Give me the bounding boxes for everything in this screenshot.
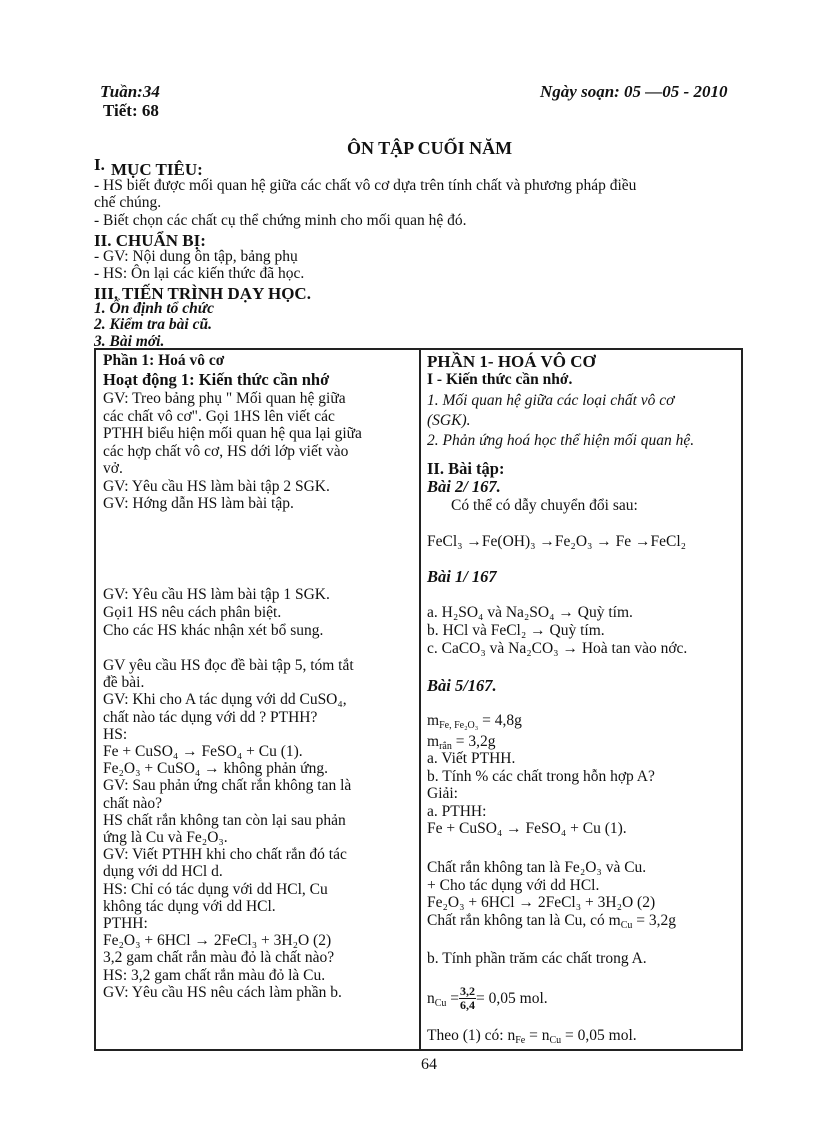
part-b-line: b. Tính phần trăm các chất trong A. (427, 950, 647, 967)
week-label: Tuần:34 (100, 82, 160, 101)
text-line: HS: 3,2 gam chất rắn màu đỏ là Cu. (103, 966, 326, 984)
mass-subscript: Fe, Fe₂O₃ (439, 720, 479, 731)
text-line: HS chất rắn không tan còn lại sau phản (103, 811, 346, 829)
equation-3: Fe₂O₃ + 6HCl → 2FeCl₃ + 3H₂O (2) (103, 932, 332, 950)
bai2-heading: Bài 2/ 167. (427, 477, 501, 496)
text-line: Gọi1 HS nêu cách phân biệt. (103, 604, 282, 621)
text-line: PTHH: (103, 915, 148, 933)
text-line: GV: Treo bảng phụ " Mối quan hệ giữa (103, 390, 346, 407)
bai2-text: Có thể có dẫy chuyển đổi sau: (451, 497, 638, 514)
equation-r1: Fe + CuSO₄ → FeSO₄ + Cu (1). (427, 820, 627, 837)
column-divider (419, 348, 421, 1051)
mass-subscript: rắn (439, 741, 452, 752)
subscript: Cu (434, 997, 447, 1009)
ncu-label (427, 990, 459, 1008)
bai1-line: c. CaCO₃ và Na₂CO₃ → Hoà tan vào nớc. (427, 640, 688, 657)
text-line: b. Tính % các chất trong hỗn hợp A? (427, 767, 655, 785)
text-line: a. PTHH: (427, 802, 487, 820)
text-span: Theo (1) có: n (427, 1027, 516, 1044)
section1-heading: MỤC TIÊU: (111, 160, 203, 179)
text-line: GV: Yêu cầu HS nêu cách làm phần b. (103, 983, 342, 1001)
ncu-formula (427, 985, 548, 1012)
section2-line: - GV: Nội dung ôn tập, bảng phụ (94, 248, 298, 265)
fraction (459, 985, 476, 1012)
fraction-denominator: 6,4 (460, 998, 476, 1012)
section1-line: chế chúng. (94, 194, 162, 211)
left-part-heading: Phần 1: Hoá vô cơ (103, 352, 225, 369)
text-line: GV: Khi cho A tác dụng với dd CuSO₄, (103, 691, 347, 709)
period-label: Tiết: 68 (103, 101, 159, 120)
left-column (103, 352, 415, 513)
theo-line (427, 1027, 637, 1045)
bai1-line: a. H₂SO₄ và Na₂SO₄ → Quỳ tím. (427, 604, 633, 621)
solid-lines (427, 859, 739, 929)
text-line: đề bài. (103, 674, 145, 692)
fraction-numerator: 3,2 (460, 984, 476, 998)
bai5-lines (427, 750, 739, 838)
left-block2 (103, 586, 415, 640)
text-line: Chất rắn không tan là Fe₂O₃ và Cu. (427, 859, 647, 876)
text-line: GV: Yêu cầu HS làm bài tập 1 SGK. (103, 586, 330, 603)
text-span: Chất rắn không tan là Cu, có m (427, 911, 621, 929)
ncu-value: = 0,05 mol. (476, 989, 548, 1007)
text-line: HS: (103, 725, 128, 743)
text-line: 3,2 gam chất rắn màu đỏ là chất nào? (103, 949, 335, 967)
section1-line: - HS biết được mối quan hệ giữa các chất vô cơ dựa trên tính chất và phương pháp điều (94, 177, 637, 194)
text-line: Cho các HS khác nhận xét bổ sung. (103, 622, 324, 639)
knowledge-line: 1. Mối quan hệ giữa các loại chất vô cơ (427, 392, 675, 409)
right-part-heading: PHẦN 1- HOÁ VÔ CƠ (427, 352, 596, 371)
knowledge-heading: I - Kiến thức cần nhớ. (427, 371, 573, 388)
equation-r2: Fe₂O₃ + 6HCl → 2FeCl₃ + 3H₂O (2) (427, 894, 656, 911)
subscript: Cu (549, 1035, 562, 1046)
text-span: = (446, 989, 460, 1007)
text-line: chất nào tác dụng với dd ? PTHH? (103, 708, 318, 726)
text-line: GV yêu cầu HS đọc đề bài tập 5, tóm tắt (103, 657, 354, 674)
section3-item: 2. Kiểm tra bài cũ. (94, 316, 212, 333)
text-line: các hợp chất vô cơ, HS dới lớp viết vào (103, 442, 349, 460)
left-block3 (103, 657, 415, 1001)
text-line (427, 912, 739, 930)
knowledge-line: (SGK). (427, 412, 471, 429)
section3-item: 3. Bài mới. (94, 333, 165, 350)
mass-value: = 3,2g (451, 733, 496, 750)
page-number: 64 (421, 1056, 437, 1073)
text-line: các chất vô cơ". Gọi 1HS lên viết các (103, 407, 335, 425)
mass-value: = 4,8g (478, 712, 522, 729)
date-label: Ngày soạn: 05 —05 - 2010 (540, 82, 728, 101)
section3-heading: III. TIẾN TRÌNH DẠY HỌC. (94, 284, 311, 303)
subscript: Cu (620, 919, 633, 931)
text-line: + Cho tác dụng với dd HCl. (427, 876, 600, 894)
text-span: = 0,05 mol. (561, 1027, 637, 1044)
mass-solid (427, 733, 495, 751)
section1-line: - Biết chọn các chất cụ thể chứng minh cho mối quan hệ đó. (94, 212, 467, 229)
mass-symbol: m (427, 733, 440, 750)
text-line: GV: Viết PTHH khi cho chất rắn đó tác (103, 846, 347, 864)
equation-1: Fe + CuSO₄ → FeSO₄ + Cu (1). (103, 743, 303, 761)
text-line: chất nào? (103, 794, 162, 812)
section1-number: I. (94, 155, 105, 174)
bai1-heading: Bài 1/ 167 (427, 567, 497, 586)
text-line: vở. (103, 460, 123, 477)
section2-line: - HS: Ôn lại các kiến thức đã học. (94, 265, 305, 282)
conversion-chain: FeCl₃ →Fe(OH)₃ →Fe₂O₃ → Fe →FeCl₂ (427, 533, 687, 550)
knowledge-line: 2. Phản ứng hoá học thể hiện mối quan hệ. (427, 432, 695, 449)
text-line: a. Viết PTHH. (427, 750, 516, 767)
section3-item: 1. Ổn định tổ chức (94, 300, 214, 317)
text-line: GV: Hớng dẫn HS làm bài tập. (103, 495, 294, 512)
left-activity-heading: Hoạt động 1: Kiến thức cần nhớ (103, 370, 330, 389)
left-block1 (103, 390, 415, 513)
bai1-line: b. HCl và FeCl₂ → Quỳ tím. (427, 622, 605, 639)
text-line: không tác dụng với dd HCl. (103, 897, 276, 915)
text-line: GV: Yêu cầu HS làm bài tập 2 SGK. (103, 477, 330, 495)
exercises-heading: II. Bài tập: (427, 459, 505, 478)
text-span: n (427, 989, 435, 1007)
text-line: HS: Chỉ có tác dụng với dd HCl, Cu (103, 880, 328, 898)
bai5-heading: Bài 5/167. (427, 676, 497, 695)
section2-heading: II. CHUẨN BỊ: (94, 231, 206, 250)
text-line: Giải: (427, 785, 458, 802)
text-span: = 3,2g (632, 911, 677, 929)
text-line: PTHH biểu hiện mối quan hệ qua lại giữa (103, 425, 362, 442)
right-column (427, 352, 739, 451)
text-span: = n (525, 1027, 550, 1044)
text-line: dụng với dd HCl d. (103, 863, 223, 881)
mass-symbol: m (427, 712, 440, 729)
text-line: ứng là Cu và Fe₂O₃. (103, 829, 228, 847)
page-title: ÔN TẬP CUỐI NĂM (347, 138, 513, 158)
subscript: Fe (515, 1035, 526, 1046)
mass-mixture (427, 712, 522, 730)
equation-2: Fe₂O₃ + CuSO₄ → không phản ứng. (103, 760, 328, 778)
text-line: GV: Sau phản ứng chất rắn không tan là (103, 777, 352, 795)
